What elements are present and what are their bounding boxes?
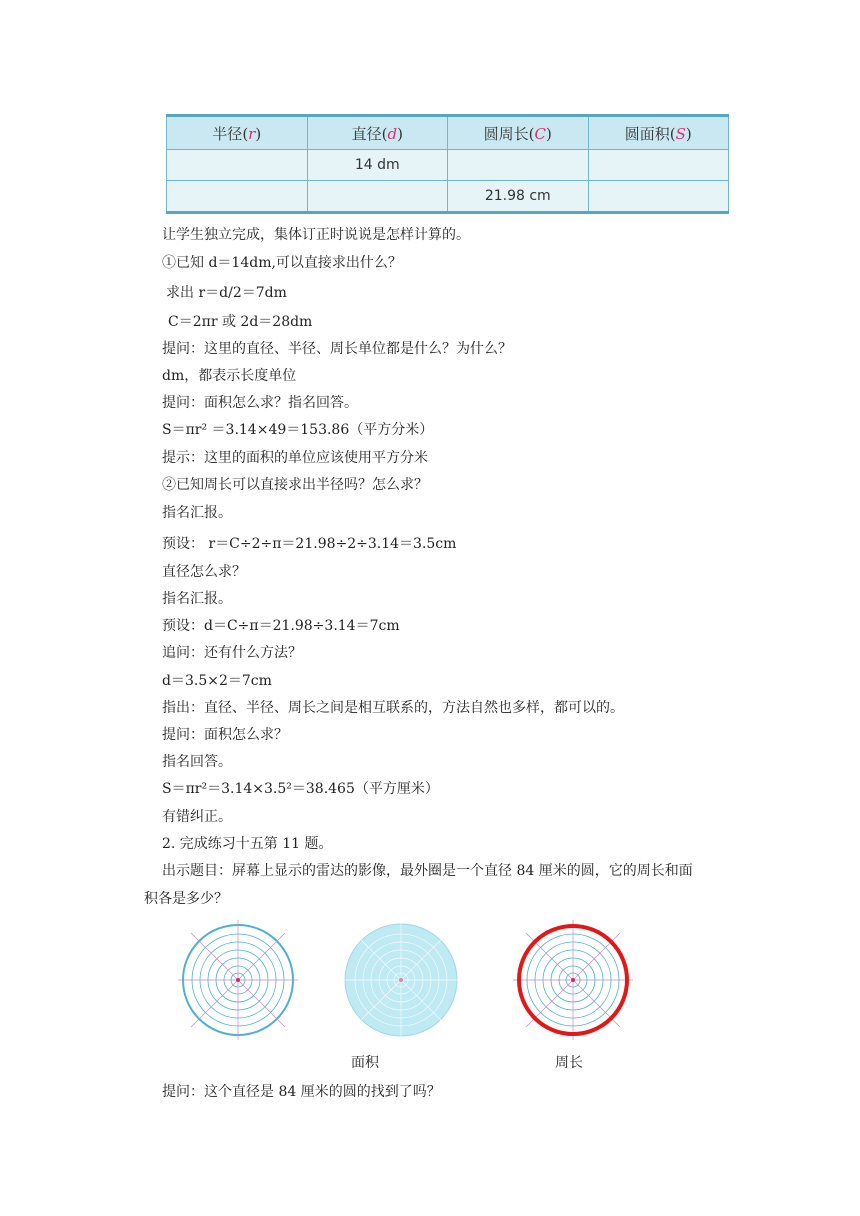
text-line: 提示：这里的面积的单位应该使用平方分米 [162, 450, 428, 466]
text-line: 2. 完成练习十五第 11 题。 [162, 836, 333, 852]
table-cell [167, 150, 308, 181]
text-line: C＝2πr 或 2d＝28dm [168, 314, 313, 330]
text-line: 追问：还有什么方法？ [162, 645, 302, 661]
table-cell [448, 150, 589, 181]
table-cell [167, 181, 308, 213]
text-line: 指出：直径、半径、周长之间是相互联系的，方法自然也多样，都可以的。 [162, 700, 624, 716]
text-line: 预设：d＝C÷π＝21.98÷3.14＝7cm [162, 618, 400, 634]
text-line: 积各是多少？ [144, 891, 228, 907]
text-line: 提问：面积怎么求？ [162, 727, 288, 743]
text-line: 提问：面积怎么求？指名回答。 [162, 395, 358, 411]
header-area: 圆面积(S) [588, 116, 729, 150]
final-question: 提问：这个直径是 84 厘米的圆的找到了吗？ [162, 1084, 441, 1100]
header-diameter: 直径(d) [307, 116, 448, 150]
text-line: 让学生独立完成，集体订正时说说是怎样计算的。 [162, 227, 470, 243]
header-circumference: 圆周长(C) [448, 116, 589, 150]
table-row [167, 181, 729, 213]
circle-values-table [166, 114, 729, 214]
table-cell: 21.98 cm [448, 181, 589, 213]
table-cell [307, 181, 448, 213]
text-line: 指名回答。 [162, 754, 232, 770]
table-row [167, 150, 729, 181]
circle-values-table-container [166, 114, 729, 214]
table-cell [588, 181, 729, 213]
text-line: ①已知 d＝14dm,可以直接求出什么？ [162, 255, 402, 271]
text-line: d＝3.5×2＝7cm [162, 673, 272, 689]
text-line: 有错纠正。 [162, 809, 232, 825]
text-line: S＝πr² ＝3.14×49＝153.86（平方分米） [162, 422, 434, 438]
text-line: 指名汇报。 [162, 591, 232, 607]
text-line: 直径怎么求？ [162, 564, 246, 580]
text-line: ②已知周长可以直接求出半径吗？怎么求？ [162, 477, 428, 493]
text-line: 出示题目：屏幕上显示的雷达的影像，最外圈是一个直径 84 厘米的圆，它的周长和面 [162, 863, 693, 879]
caption-perimeter: 周长 [555, 1055, 583, 1071]
caption-area: 面积 [351, 1055, 379, 1071]
text-line: 求出 r＝d/2＝7dm [166, 285, 287, 301]
text-line: S＝πr²＝3.14×3.5²＝38.465（平方厘米） [162, 781, 439, 797]
table-header-row [167, 116, 729, 150]
radar-figure-perimeter [513, 920, 633, 1040]
radar-figure-area [341, 920, 461, 1040]
text-line: 提问：这里的直径、半径、周长单位都是什么？为什么？ [162, 341, 512, 357]
table-cell: 14 dm [307, 150, 448, 181]
radar-figures [178, 920, 638, 1060]
text-line: 预设： r＝C÷2÷π＝21.98÷2÷3.14＝3.5cm [162, 536, 457, 552]
table-cell [588, 150, 729, 181]
text-line: 指名汇报。 [162, 505, 232, 521]
radar-figure-plain [178, 920, 298, 1040]
header-radius: 半径(r) [167, 116, 308, 150]
text-line: dm，都表示长度单位 [162, 368, 297, 384]
